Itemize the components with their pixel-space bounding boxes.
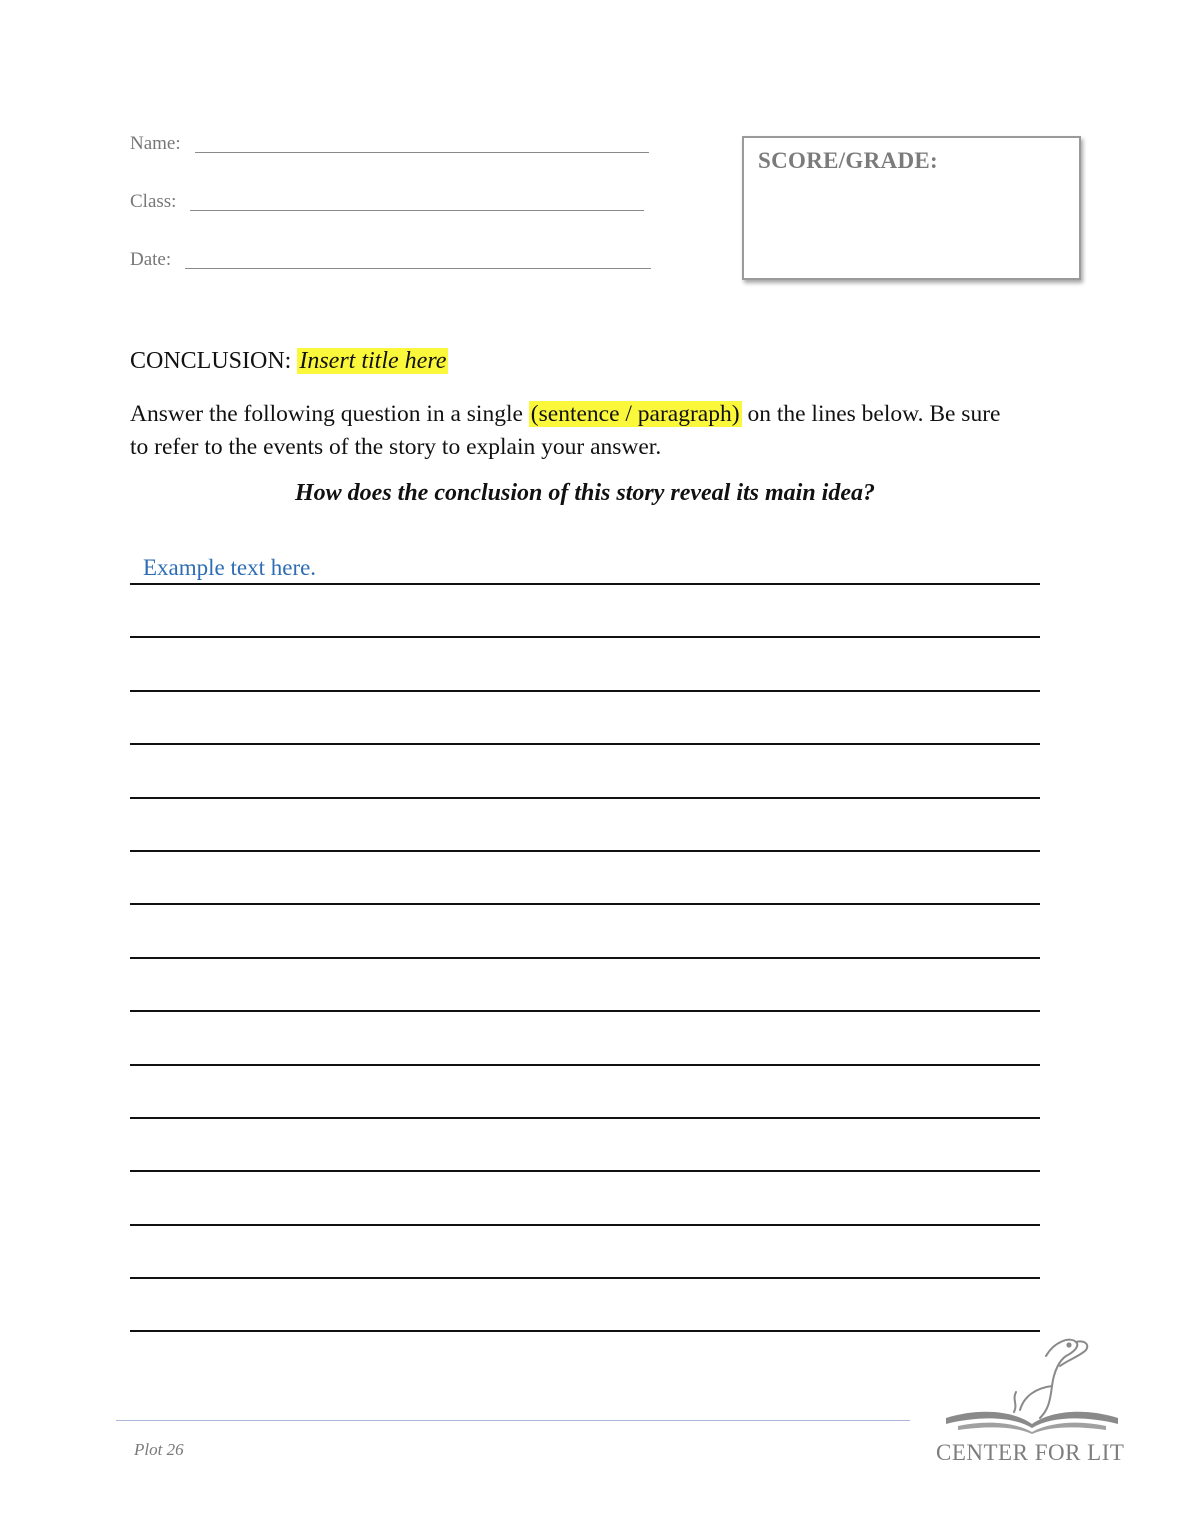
answer-line[interactable] (130, 905, 1040, 958)
heading-prefix: CONCLUSION: (130, 348, 292, 374)
answer-line[interactable] (130, 545, 1040, 585)
date-line[interactable] (185, 254, 651, 269)
page-label: Plot 26 (134, 1440, 184, 1459)
answer-line[interactable] (130, 1279, 1040, 1332)
example-text: Example text here. (143, 555, 317, 580)
instructions-highlight[interactable]: (sentence / paragraph) (530, 401, 740, 427)
instructions-paragraph (130, 398, 1010, 464)
answer-line[interactable] (130, 745, 1040, 798)
score-grade-box[interactable] (742, 136, 1081, 280)
answer-line[interactable] (130, 1066, 1040, 1119)
answer-line[interactable] (130, 585, 1040, 638)
answer-line[interactable] (130, 692, 1040, 745)
name-line[interactable] (195, 138, 649, 153)
date-label: Date: (130, 249, 172, 270)
answer-lines[interactable] (130, 545, 1040, 1332)
page-heading (130, 348, 448, 375)
logo-text: CENTER FOR LIT (936, 1440, 1125, 1465)
answer-line[interactable] (130, 1172, 1040, 1225)
name-field[interactable] (130, 134, 649, 153)
class-line[interactable] (190, 196, 644, 211)
instructions-part1: Answer the following question in a single (130, 401, 523, 427)
answer-line[interactable] (130, 638, 1040, 691)
answer-line[interactable] (130, 1119, 1040, 1172)
question-text: How does the conclusion of this story reveal its main idea? (294, 480, 876, 506)
footer-divider (116, 1420, 910, 1421)
date-field[interactable] (130, 250, 651, 269)
answer-line[interactable] (130, 1012, 1040, 1065)
answer-line[interactable] (130, 959, 1040, 1012)
answer-line[interactable] (130, 799, 1040, 852)
answer-line[interactable] (130, 1226, 1040, 1279)
answer-line[interactable] (130, 852, 1040, 905)
class-label: Class: (130, 191, 177, 212)
instructions-part2: on the lines below. Be sure to refer to the events of the story to explain your answer. (130, 401, 1001, 460)
title-placeholder[interactable]: Insert title here (299, 348, 447, 374)
score-grade-label: SCORE/GRADE: (758, 148, 938, 173)
name-label: Name: (130, 133, 181, 154)
class-field[interactable] (130, 192, 644, 211)
